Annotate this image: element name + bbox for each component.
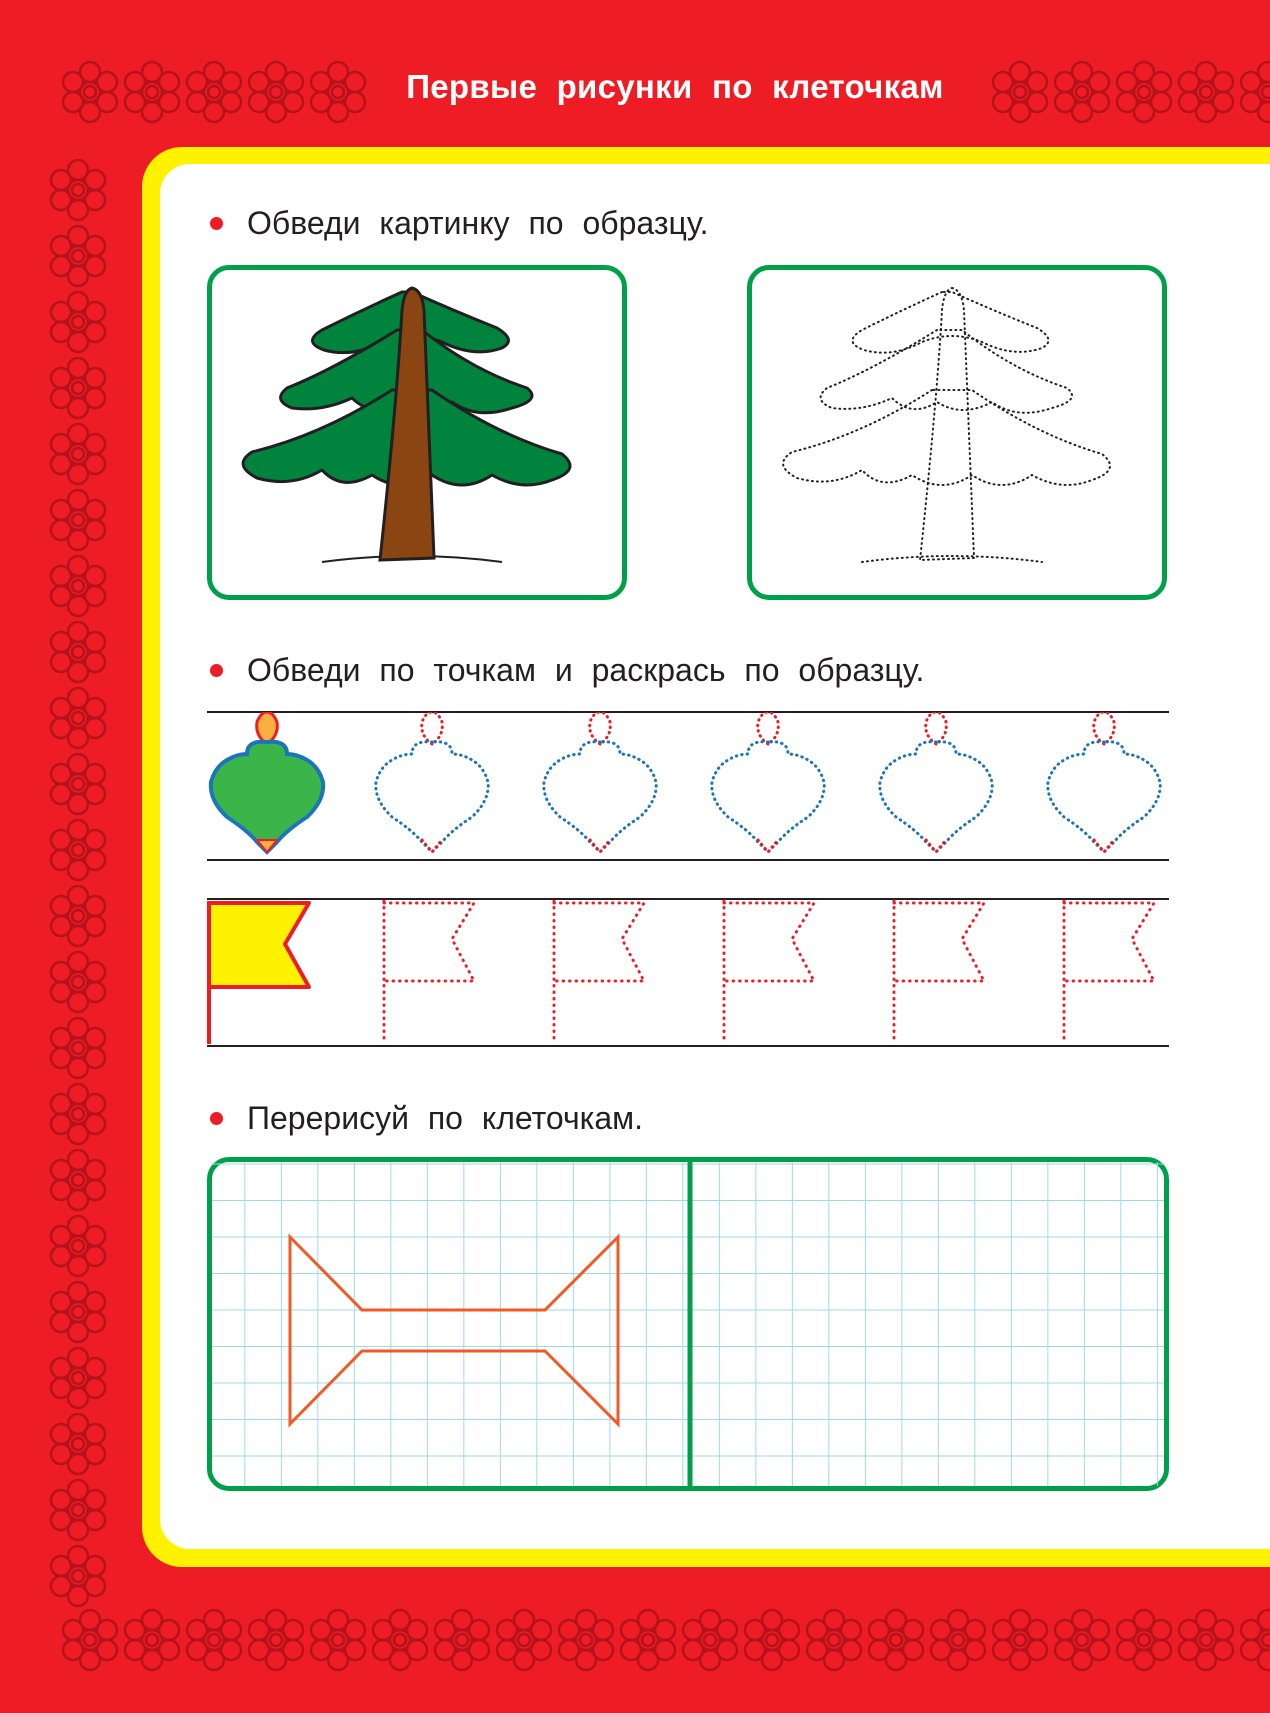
graph-paper — [212, 1162, 1164, 1486]
grid-drawing-card[interactable] — [207, 1157, 1169, 1491]
dotted-flag-icon[interactable] — [1064, 901, 1154, 1044]
dotted-tree-icon — [752, 270, 1162, 595]
dotted-ornament-icon[interactable] — [1048, 712, 1160, 852]
task-2-text: Обведи по точкам и раскрась по образцу. — [247, 652, 925, 688]
dotted-flag-icon[interactable] — [554, 901, 644, 1044]
task-1-text: Обведи картинку по образцу. — [247, 205, 709, 241]
task-1-instruction — [210, 205, 709, 242]
dotted-ornament-icon[interactable] — [544, 712, 656, 852]
christmas-ornament-icon — [211, 712, 323, 852]
tree-sample-card — [207, 265, 627, 600]
flag-row-bottom-line — [207, 1045, 1169, 1047]
dotted-flag-icon[interactable] — [894, 901, 984, 1044]
dotted-flag-icon[interactable] — [724, 901, 814, 1044]
tree-trace-card[interactable] — [747, 265, 1167, 600]
flag-row — [207, 899, 1169, 1045]
ornament-row — [207, 712, 1169, 860]
tree-icon — [212, 270, 622, 595]
dotted-ornament-icon[interactable] — [376, 712, 488, 852]
bullet-icon — [210, 1112, 223, 1125]
flag-icon — [209, 901, 309, 1044]
dotted-ornament-icon[interactable] — [712, 712, 824, 852]
task-2-instruction — [210, 652, 924, 689]
dotted-ornament-icon[interactable] — [880, 712, 992, 852]
task-3-instruction — [210, 1100, 643, 1137]
bullet-icon — [210, 664, 223, 677]
dotted-flag-icon[interactable] — [384, 901, 474, 1044]
bow-shape — [290, 1237, 618, 1424]
bullet-icon — [210, 217, 223, 230]
page-title: Первые рисунки по клеточкам — [406, 68, 944, 105]
task-3-text: Перерисуй по клеточкам. — [247, 1100, 644, 1136]
